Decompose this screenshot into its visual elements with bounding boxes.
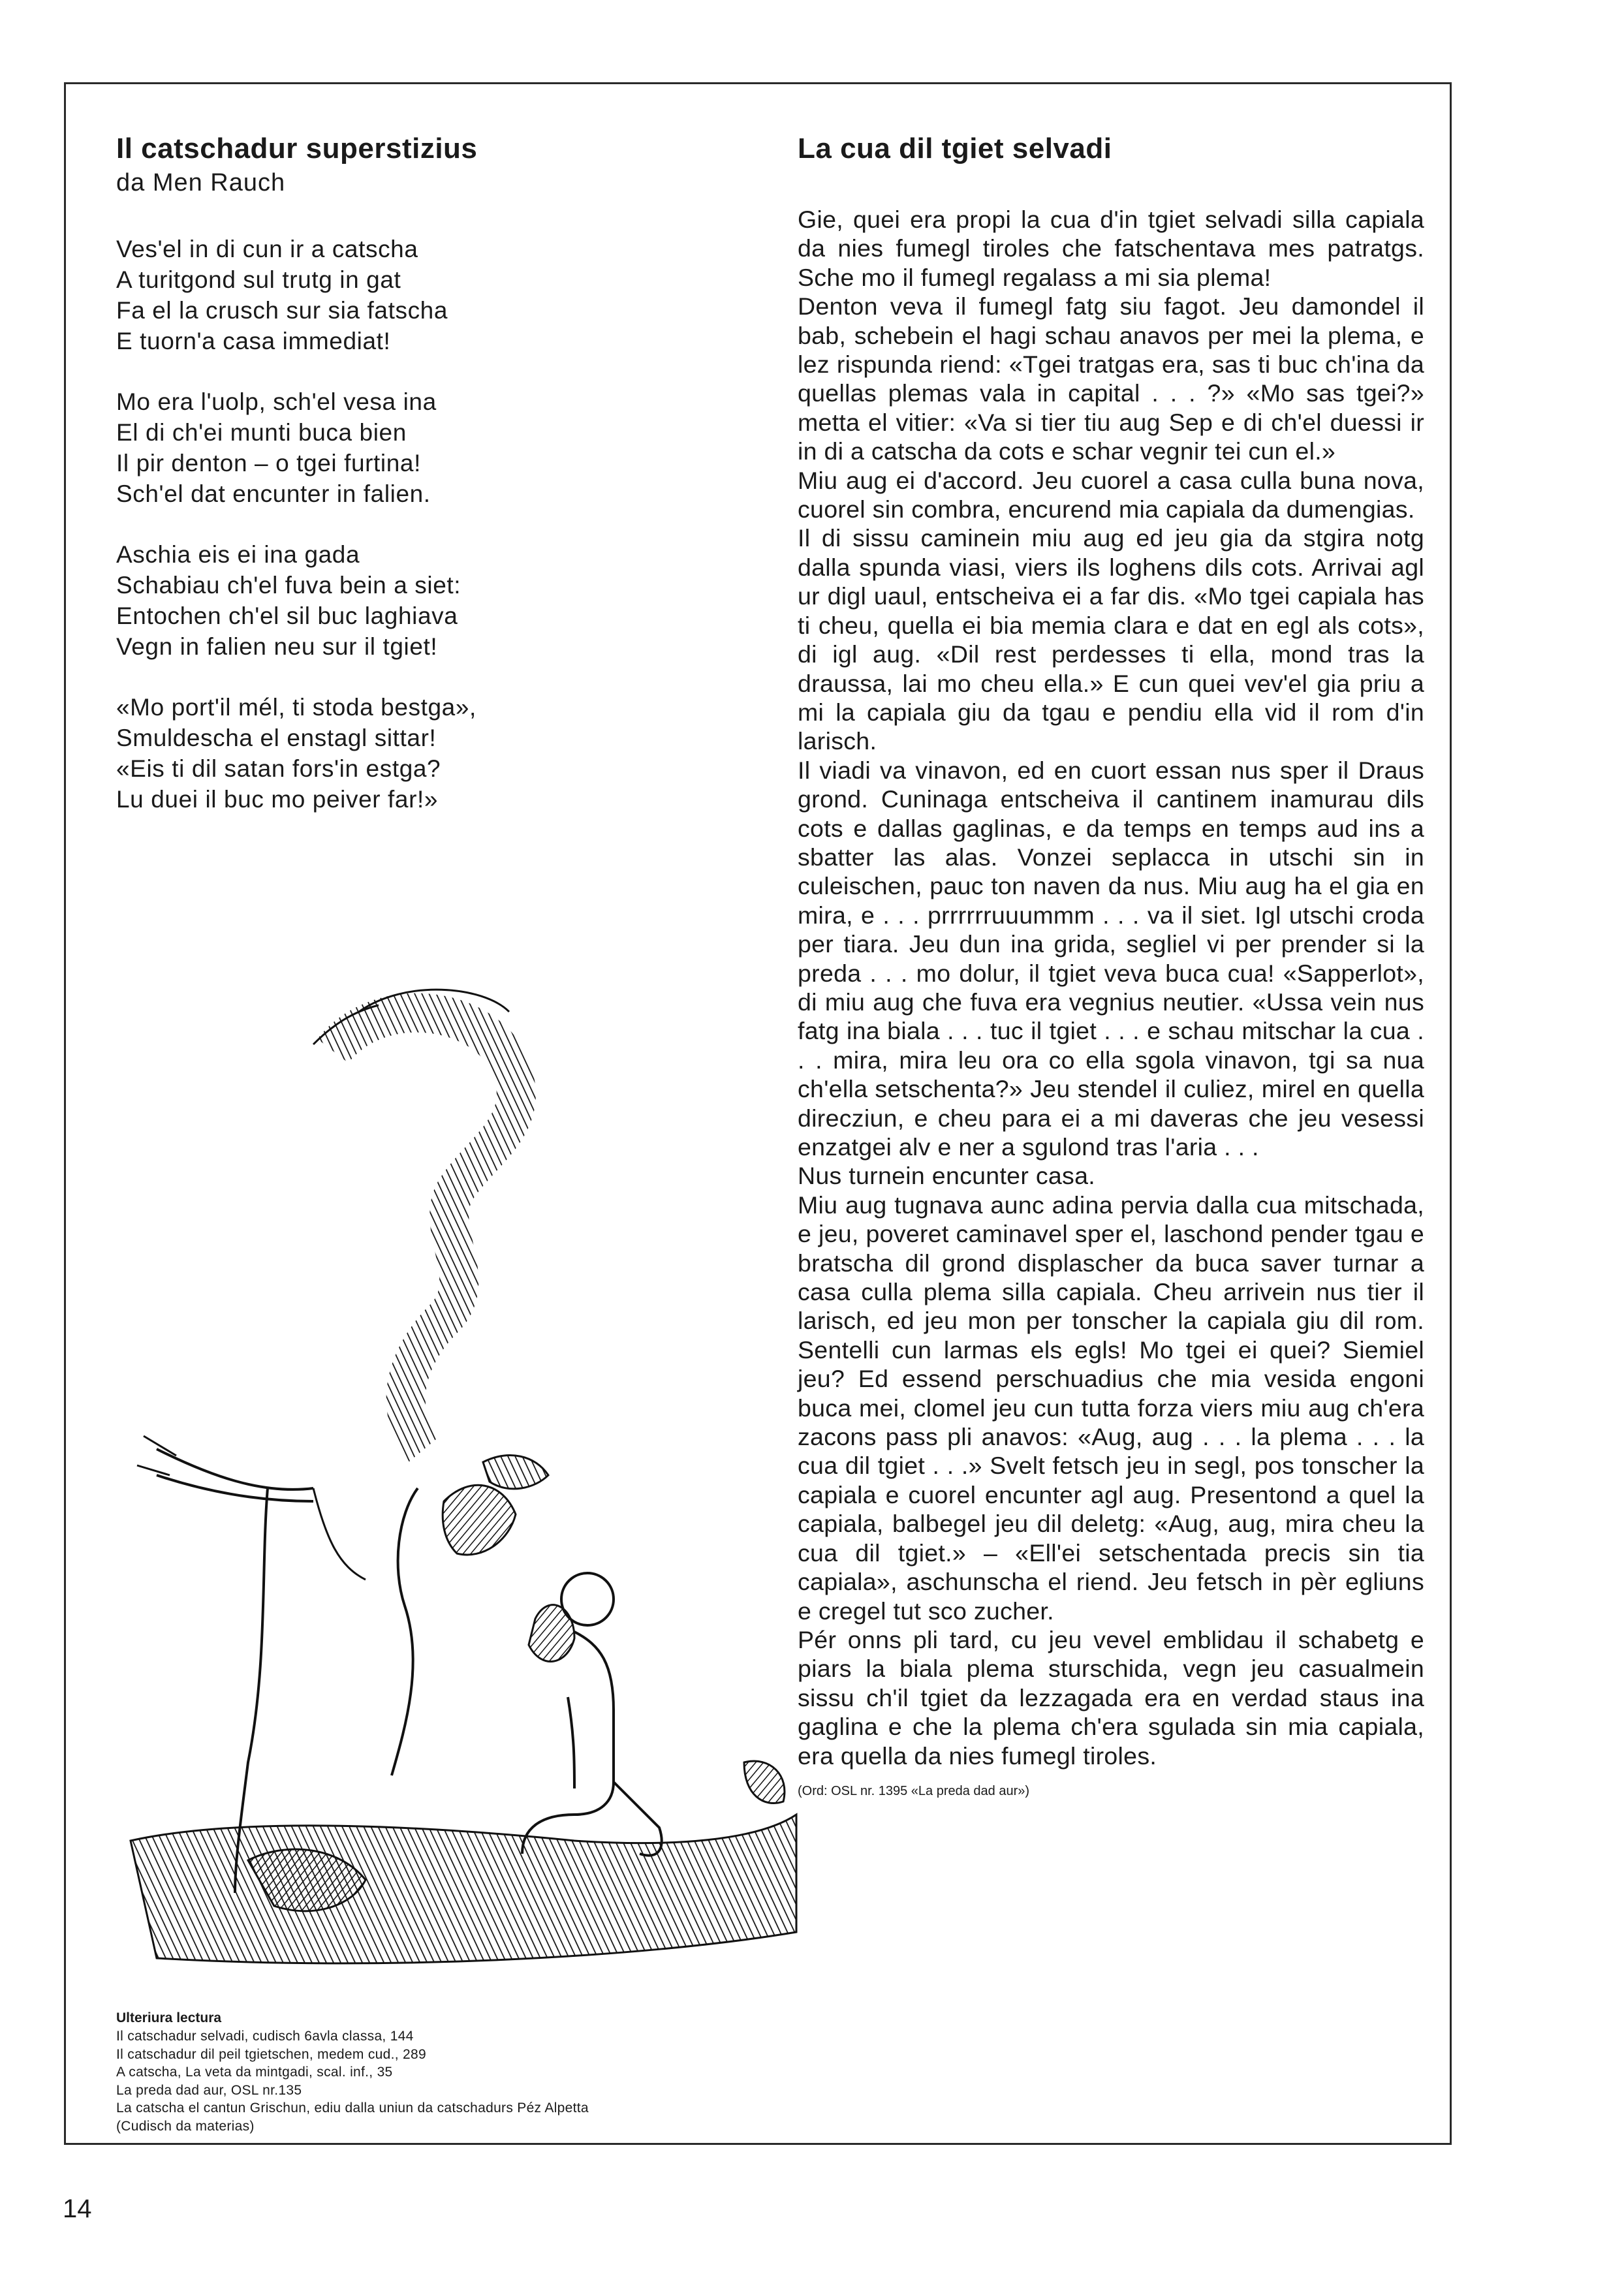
further-reading-heading: Ulteriura lectura [116,2010,222,2025]
poem-stanza [116,539,743,662]
further-reading-item: Il catschadur selvadi, cudisch 6avla classa, 144 [116,2029,414,2044]
further-reading-item: La preda dad aur, OSL nr.135 [116,2082,302,2098]
story-source: (Ord: OSL nr. 1395 «La preda dad aur») [798,1783,1030,1798]
story-paragraph: Nus turnein encunter casa. [798,1162,1095,1190]
further-reading-item: A catscha, La veta da mintgadi, scal. inf., 35 [116,2065,393,2080]
poem-author: da Men Rauch [116,169,286,196]
poem-line: Aschia eis ei ina gada [116,541,360,568]
poem-line: Il pir denton – o tgei furtina! [116,450,421,476]
poem-stanza [116,386,743,509]
story-paragraph: Il di sissu caminein miu aug ed jeu gia da stgira notg dalla spunda viasi, viers ils loghens dils cots. Arrivai agl ur digl uaul, entscheiva ei a far dis. «Mo tgei capiala has ti cheu, quella ei bia memia clara e dat en egl als cots», di igl aug. «Dil rest perdesses ti ella, mond tras la draussa, lai mo cheu ella.» E cun quei vev'el gia priu a mi la capiala giu da tgau e pendiu ella vid il rom d'in larisch. [798,524,1424,755]
poem-line: Entochen ch'el sil buc laghiava [116,602,458,629]
story-paragraph: Il viadi va vinavon, ed en cuort essan nus sper il Draus grond. Cuninaga entscheiva il cantinem inamurau dils cots e dallas gaglinas, e da temps en temps aud ins a sbatter las alas. Vonzei seplacca in utschi sin in culeischen, pauc ton naven da nus. Miu aug ha el gia en mira, e . . . prrrrrruuummm . . . va il siet. Igl utschi croda per tiara. Jeu dun ina grida, segliel vi per prender si la preda . . . mo dolur, il tgiet veva buca cua! «Sapperlot», di miu aug che fuva era vegnius neutier. «Ussa vein nus fatg ina biala . . . tuc il tgiet . . . e schau mitschar la cua . . . mira, mira leu ora co ella sgola vinavon, tgi sa nua ch'ella setschenta?» Jeu stendel il culiez, mirel en quella direcziun, e cheu para ei a mi daveras che jeu vesessi enzatgei alv e ner a sgulond tras l'aria . . . [798,756,1424,1161]
poem-line: Schabiau ch'el fuva bein a siet: [116,572,461,599]
poem-line: «Eis ti dil satan fors'in estga? [116,755,441,782]
poem-line: Fa el la crusch sur sia fatscha [116,297,448,324]
poem-line: A turitgond sul trutg in gat [116,266,401,293]
further-reading [116,2009,769,2135]
poem-line: El di ch'ei munti buca bien [116,419,407,446]
poem-stanza [116,692,743,815]
poem-line: Ves'el in di cun ir a catscha [116,236,418,262]
poem-line: Sch'el dat encunter in falien. [116,480,431,507]
poem-line: Mo era l'uolp, sch'el vesa ina [116,388,437,415]
story-paragraph: Miu aug tugnava aunc adina pervia dalla cua mitschada, e jeu, poveret caminavel sper el, laschond pender tgau e bratscha dil grond displascher da buca saver turnar a casa culla plema silla capiala. Cheu arrivein nus tier il larisch, ed jeu mon per tonscher la capiala giu dil rom. Sentelli cun larmas els egls! Mo tgei ei quei? Siemiel jeu? Ed essend perschuadius che mia vesida engoni buca mei, clomel jeu cun tutta forza viers miu aug ch'era zacons pass pli anavos: «Aug, aug . . . la plema . . . la cua dil tgiet . . .» Svelt fetsch jeu in segl, pos tonscher la capiala e cuorel encunter agl aug. Presentond a quel la capiala, balbegel jeu dil deletg: «Aug, aug, mira cheu la cua dil tgiet.» – «Ell'ei setschentada precis sin tia capiala», aschunscha el riend. Jeu fetsch in pèr egliuns e cregel tut sco zucher. [798,1191,1424,1625]
story-paragraph: Gie, quei era propi la cua d'in tgiet selvadi silla capiala da nies fumegl tiroles che fatschentava mes patratgs. Sche mo il fumegl regalass a mi sia plema! [798,206,1424,291]
poem-line: E tuorn'a casa immediat! [116,328,391,354]
story-paragraph: Denton veva il fumegl fatg siu fagot. Jeu damondel il bab, schebein el hagi schau anavos per mei la plema, e lez rispunda riend: «Tgei tratgas era, sas ti buc ch'ina da quellas plemas vala in capital . . . ?» «Mo sas tgei?» metta el vitier: «Va si tier tiu aug Sep e di ch'el duessi ir in di a catscha da cots e schar vegnir tei cun el.» [798,292,1424,465]
ground [131,1815,796,1963]
further-reading-item: La catscha el cantun Grischun, ediu dalla uniun da catschadurs Péz Alpetta [116,2100,589,2115]
poem-line: «Mo port'il mél, ti stoda bestga», [116,694,476,721]
hunter-figure [522,1573,662,1856]
story-column [798,131,1424,1800]
hunter-tree-illustration [117,914,809,1984]
poem-line: Vegn in falien neu sur il tgiet! [116,633,438,660]
tree-canopy [333,1013,516,1449]
further-reading-item: Il catschadur dil peil tgietschen, medem cud., 289 [116,2046,426,2062]
poem-line: Smuldescha el enstagl sittar! [116,725,437,751]
poem-line: Lu duei il buc mo peiver far!» [116,786,439,813]
hat [443,1485,516,1555]
story-body [798,205,1424,1770]
poem-title: Il catschadur superstizius [116,133,478,164]
poem-column [116,131,743,845]
story-paragraph: Miu aug ei d'accord. Jeu cuorel a casa culla buna nova, cuorel sin combra, encurend mia capiala da dumengias. [798,466,1424,523]
page-number: 14 [63,2194,92,2223]
story-title: La cua dil tgiet selvadi [798,133,1112,164]
further-reading-item: (Cudisch da materias) [116,2118,255,2134]
poem-stanza [116,234,743,356]
story-paragraph: Pér onns pli tard, cu jeu vevel emblidau il schabetg e piars la biala plema sturschida, vegn jeu casualmein sissu ch'il tgiet da lezzagada era en verdad staus ina gaglina e che la plema ch'era sgulada sin mia capiala, era quella da nies fumegl tiroles. [798,1625,1424,1770]
